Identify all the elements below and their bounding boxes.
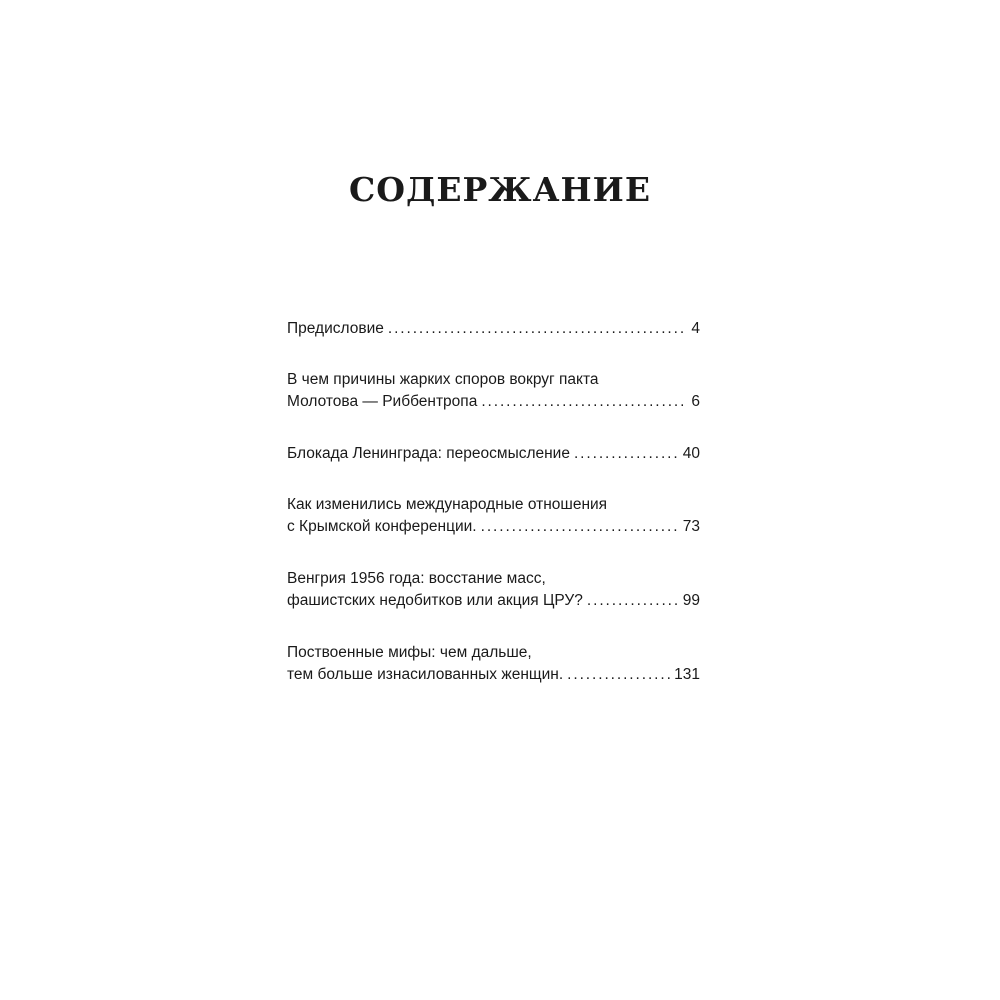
dot-leader	[574, 443, 679, 465]
toc-page-number: 40	[682, 445, 700, 462]
toc-page-number: 131	[674, 666, 700, 683]
table-of-contents	[287, 318, 700, 716]
toc-page-number: 99	[682, 592, 700, 609]
toc-entry	[287, 642, 700, 686]
toc-entry	[287, 318, 700, 340]
toc-entry-title-line: Венгрия 1956 года: восстание масс,	[287, 570, 546, 587]
toc-entry-title-line: Поствоенные мифы: чем дальше,	[287, 644, 532, 661]
toc-page-number: 6	[691, 393, 700, 410]
toc-entry-title-line: В чем причины жарких споров вокруг пакта	[287, 371, 599, 388]
toc-entry-title-line: Как изменились международные отношения	[287, 496, 608, 513]
dot-leader	[567, 664, 670, 686]
toc-entry-title: Предисловие	[287, 320, 384, 337]
toc-entry	[287, 369, 700, 413]
dot-leader	[587, 590, 679, 612]
dot-leader	[388, 318, 688, 340]
dot-leader	[481, 391, 687, 413]
toc-page-number: 73	[682, 518, 700, 535]
toc-entry-title: фашистских недобитков или акция ЦРУ?	[287, 592, 583, 609]
toc-entry	[287, 443, 700, 465]
toc-entry-title: тем больше изнасилованных женщин.	[287, 666, 564, 683]
toc-entry-title: Блокада Ленинграда: переосмысление	[287, 445, 570, 462]
toc-page-number: 4	[691, 320, 700, 337]
toc-entry-title: Молотова — Риббентропа	[287, 393, 478, 410]
toc-entry	[287, 494, 700, 538]
toc-entry-title: с Крымской конференции.	[287, 518, 477, 535]
toc-entry	[287, 568, 700, 612]
page-title: СОДЕРЖАНИЕ	[348, 170, 651, 209]
dot-leader	[481, 516, 679, 538]
